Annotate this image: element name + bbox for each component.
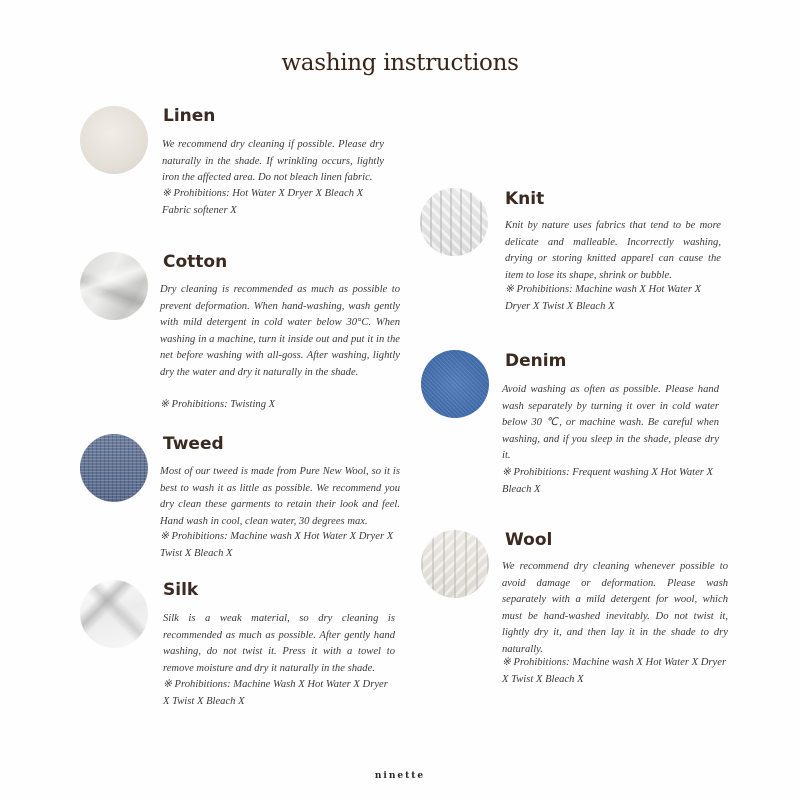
wool-swatch-icon — [421, 530, 489, 598]
tweed-prohibitions: ※ Prohibitions: Machine wash X Hot Water X Dryer X Twist X Bleach X — [160, 531, 394, 559]
denim-description: Avoid washing as often as possible. Please hand wash separately by turning it over in cold water below 30 ℃, or machine wash. Be careful when washing, and if you sleep in the shade, please dry it. — [502, 384, 719, 461]
linen-heading: Linen — [163, 106, 216, 126]
linen-prohibitions: ※ Prohibitions: Hot Water X Dryer X Bleach X Fabric softener X — [162, 188, 364, 216]
knit-description: Knit by nature uses fabrics that tend to be more delicate and malleable. Incorrectly washing, drying or storing knitted apparel can cause the item to lose its shape, shrink or bubble. — [505, 220, 721, 281]
tweed-swatch-icon — [80, 434, 148, 502]
silk-description: Silk is a weak material, so dry cleaning is recommended as much as possible. After gently hand washing, do not twist it. Press it with a towel to remove moisture and dry it naturally in the shade. — [163, 613, 395, 674]
linen-description: We recommend dry cleaning if possible. Please dry naturally in the shade. If wrinkling occurs, lightly iron the affected area. Do not bleach linen fabric. — [162, 139, 384, 183]
knit-heading: Knit — [505, 189, 545, 209]
knit-swatch-icon — [420, 188, 488, 256]
silk-heading: Silk — [163, 580, 199, 600]
denim-heading: Denim — [505, 351, 567, 371]
knit-prohibitions: ※ Prohibitions: Machine wash X Hot Water X Dryer X Twist X Bleach X — [505, 284, 702, 312]
silk-prohibitions: ※ Prohibitions: Machine Wash X Hot Water X Dryer X Twist X Bleach X — [163, 679, 388, 707]
brand-logo: ninette — [374, 771, 426, 781]
cotton-swatch-icon — [80, 252, 148, 320]
page-title: washing instructions — [281, 50, 519, 76]
wool-description: We recommend dry cleaning whenever possible to avoid damage or deformation. Please wash separately with a mild detergent for wool, which must be hand-washed inevitably. Do not twist it, lightly dry it, and then lay it in the shade to dry naturally. — [502, 561, 728, 655]
tweed-heading: Tweed — [163, 434, 224, 454]
tweed-description: Most of our tweed is made from Pure New Wool, so it is best to wash it as little as possible. We recommend you dry clean these garments to retain their look and feel. Hand wash in cool, clean water, 30 degrees max. — [160, 466, 400, 527]
linen-swatch-icon — [80, 106, 148, 174]
silk-swatch-icon — [80, 580, 148, 648]
denim-swatch-icon — [421, 350, 489, 418]
cotton-heading: Cotton — [163, 252, 228, 272]
wool-heading: Wool — [505, 530, 553, 550]
wool-prohibitions: ※ Prohibitions: Machine wash X Hot Water X Dryer X Twist X Bleach X — [502, 657, 727, 685]
cotton-description: Dry cleaning is recommended as much as possible to prevent deformation. When hand-washing, wash gently with mild detergent in cold water below 30°C. When washing in a machine, turn it inside out and put it in the net before washing with all-goss. After washing, lightly dry the water and dry it naturally in the shade. — [160, 284, 400, 378]
denim-prohibitions: ※ Prohibitions: Frequent washing X Hot Water X Bleach X — [502, 467, 714, 495]
cotton-prohibitions: ※ Prohibitions: Twisting X — [160, 399, 276, 410]
